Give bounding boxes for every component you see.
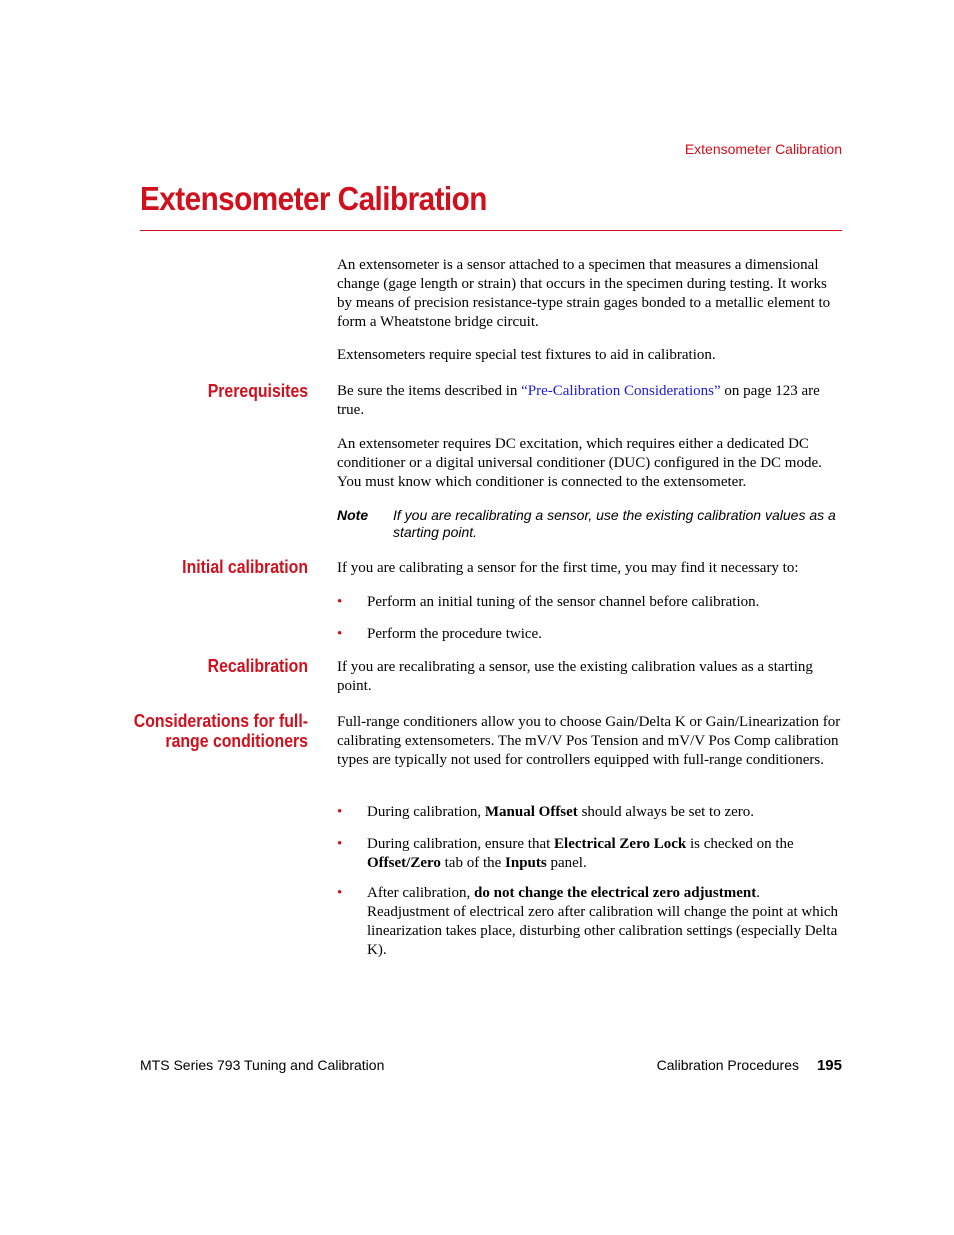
electrical-zero-warning: do not change the electrical zero adjustment xyxy=(474,885,757,901)
full-range-paragraph: Full-range conditioners allow you to choose Gain/Delta K or Gain/Linearization for calibrating extensometers. The mV/V Pos Tension and mV/V Pos Comp calibration types are typically not used for controllers equipped with full-range conditioners. xyxy=(337,714,841,768)
manual-offset-term: Manual Offset xyxy=(484,804,578,820)
page-title: Extensometer Calibration xyxy=(140,180,487,217)
bullet-marker: • xyxy=(337,885,343,901)
list-item-text: panel. xyxy=(546,855,587,871)
list-item xyxy=(367,835,842,873)
footer-document-title: MTS Series 793 Tuning and Calibration xyxy=(140,1057,385,1073)
full-range-heading-line-1: Considerations for full- xyxy=(133,711,308,731)
list-item-text: is checked on the xyxy=(686,836,794,852)
inputs-term: Inputs xyxy=(505,855,547,871)
initial-calibration-paragraph: If you are calibrating a sensor for the first time, you may find it necessary to: xyxy=(337,560,799,576)
note-text: If you are recalibrating a sensor, use the existing calibration values as a starting point. xyxy=(393,507,836,540)
note-label: Note xyxy=(337,507,369,523)
full-range-heading xyxy=(134,711,308,751)
footer-section-title: Calibration Procedures xyxy=(656,1057,799,1073)
pre-calibration-considerations-link[interactable]: “Pre-Calibration Considerations” xyxy=(521,383,721,399)
full-range-heading-line-2: range conditioners xyxy=(165,731,308,751)
list-item-text: After calibration, xyxy=(367,885,475,901)
bullet-marker: • xyxy=(337,626,343,642)
prerequisites-text-before: Be sure the items described in xyxy=(337,383,522,399)
list-item xyxy=(367,884,842,960)
offset-zero-term: Offset/Zero xyxy=(367,855,441,871)
list-item-text: tab of the xyxy=(440,855,506,871)
electrical-zero-lock-term: Electrical Zero Lock xyxy=(554,836,687,852)
list-item-text: During calibration, ensure that xyxy=(367,836,555,852)
list-item xyxy=(367,803,842,822)
recalibration-heading: Recalibration xyxy=(207,656,308,676)
title-rule xyxy=(140,230,842,231)
intro-paragraph-1: An extensometer is a sensor attached to a specimen that measures a dimensional change (gage length or strain) that occurs in the specimen during testing. It works by means of precision resistance-type strain gages bonded to a metallic element to form a Wheatstone bridge circuit. xyxy=(337,257,831,330)
list-item: Perform an initial tuning of the sensor channel before calibration. xyxy=(367,594,760,610)
list-item-text: should always be set to zero. xyxy=(577,804,755,820)
prerequisites-paragraph-1 xyxy=(337,382,842,420)
initial-calibration-heading: Initial calibration xyxy=(182,557,308,577)
recalibration-paragraph: If you are recalibrating a sensor, use the existing calibration values as a starting point. xyxy=(337,659,813,694)
intro-paragraph-2: Extensometers require special test fixtures to aid in calibration. xyxy=(337,347,716,363)
bullet-marker: • xyxy=(337,594,343,610)
page-number: 195 xyxy=(816,1057,842,1074)
bullet-marker: • xyxy=(337,804,343,820)
prerequisites-text-after: on page 123 are true. xyxy=(337,383,820,418)
list-item-text: During calibration, xyxy=(367,804,485,820)
list-item-text: . Readjustment of electrical zero after calibration will change the point at which linearization takes place, disturbing other calibration settings (especially Delta K). xyxy=(367,885,839,958)
prerequisites-heading: Prerequisites xyxy=(207,381,308,401)
running-head: Extensometer Calibration xyxy=(684,141,842,157)
list-item: Perform the procedure twice. xyxy=(367,626,542,642)
prerequisites-paragraph-2: An extensometer requires DC excitation, which requires either a dedicated DC conditioner or a digital universal conditioner (DUC) configured in the DC mode. You must know which conditioner is connected to the extensometer. xyxy=(337,436,822,490)
bullet-marker: • xyxy=(337,836,343,852)
